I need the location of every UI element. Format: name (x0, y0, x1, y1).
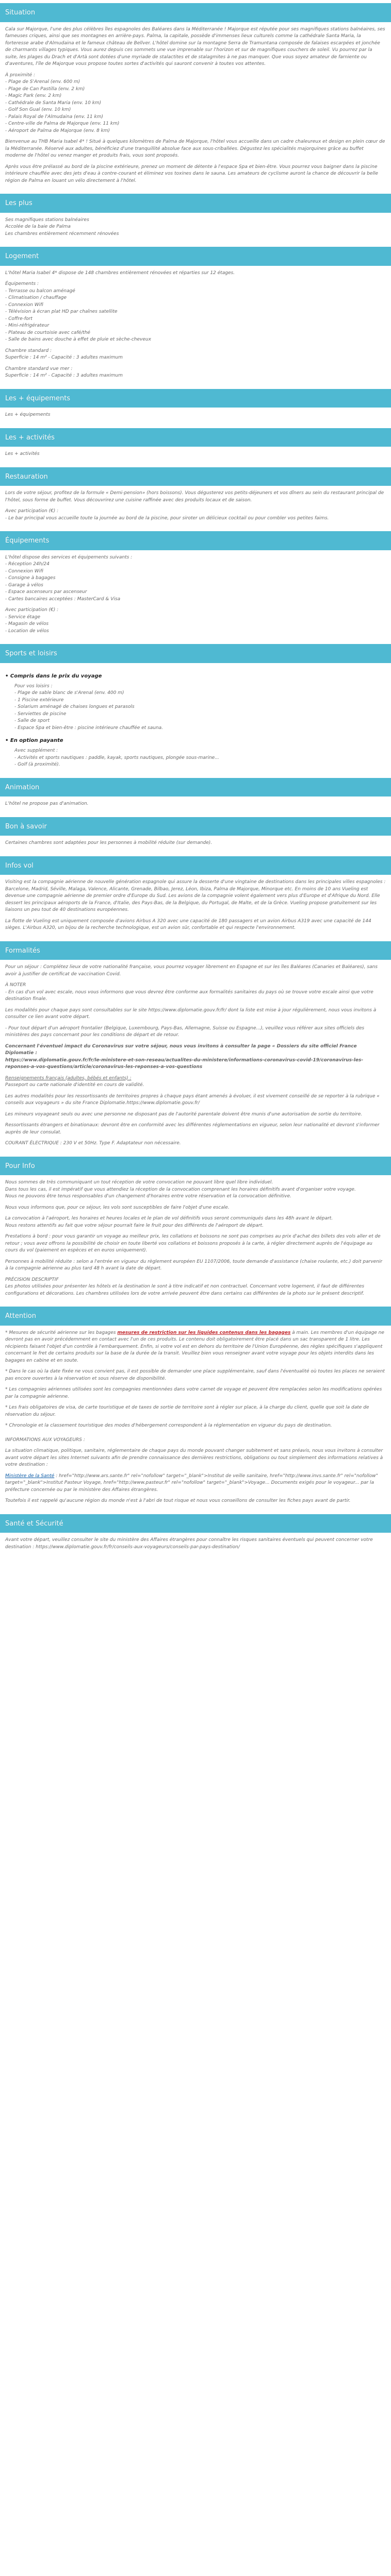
list-item: - Espace Spa et bien-être : piscine intérieure chauffée et sauna. (14, 725, 164, 731)
paragraph: Avant votre départ, veuillez consulter le site du ministère des Affaires étrangères pour connaître les risques sanitaires éventuels qui peuvent concerner votre destination : https://www.diplomatie.gouv.fr/fr/conseils-aux-voyageurs/conseils-par-pays-destination/ (5, 1537, 373, 1550)
paragraph: COURANT ÉLECTRIQUE : 230 V et 50Hz. Type F. Adaptateur non nécessaire. (5, 1141, 181, 1146)
label: Pour vos loisirs : (14, 683, 53, 689)
label: Chambre standard : (5, 348, 52, 353)
paragraph: * Chronologie et la classement touristique des modes d'hébergement correspondent à la réglementation en vigueur du pays de destination. (5, 1423, 332, 1428)
paragraph: Toutefois il est rappelé qu'aucune région du monde n'est à l'abri de tout risque et nous vous conseillons de consulter les fiches pays avant de partir. (5, 1498, 351, 1503)
label: Avec participation (€) : (5, 509, 59, 514)
paragraph: Nous sommes de très communiquant un tout réception de votre convocation ne pouvant libre quel libre individuel. (5, 1180, 273, 1185)
list-item: - Plage de S'Arenal (env. 600 m) (5, 79, 80, 84)
paragraph: Passeport ou carte nationale d'identité en cours de validité. (5, 1082, 144, 1088)
activites-plus-section (0, 428, 391, 464)
section-header: Attention (0, 1307, 391, 1326)
paragraph: Les + équipements (5, 412, 51, 417)
list-item: - Espace ascenseurs par ascenseur (5, 589, 87, 595)
paragraph: L'hôtel dispose des services et équipements suivants : (5, 554, 133, 560)
list-item: - Golf Son Gual (env. 10 km) (5, 107, 71, 112)
paragraph: Personnes à mobilité réduite : selon a l'entrée en vigueur du règlement européen EU 1107/2006, toute demande d'assistance (chaise roulante, etc.) doit parvenir à la compagnie aérienne au plus tard 48 h avant la date de départ. (5, 1259, 383, 1271)
paragraph: Lors de votre séjour, profitez de la formule « Demi-pension» (hors boissons). Vous dégusterez vos petits-déjeuners et vos dîners au sein du restaurant principal de l'hôtel, sous forme de buffet. Vous découvrirez une cuisine raffinée avec des produits locaux et de saison. (5, 490, 384, 503)
paragraph: - Pour tout départ d'un aéroport frontalier (Belgique, Luxembourg, Pays-Bas, Allemagne, Suisse ou Espagne...), veuillez vous référer aux sites officiels des ministères des pays concernant pour les conditions de départ et de retour. (5, 1025, 365, 1038)
list-item: - Magasin de vélos (5, 621, 49, 626)
list-item: - Salle de sport (14, 718, 50, 723)
paragraph: Bienvenue au THB Maria Isabel 4* ! Situé à quelques kilomètres de Palma de Majorque, l'hôtel vous accueille dans un cadre chaleureux et design en plein cœur de la Méditerranée. Réservé aux adultes, bénéficiez d'une tranquillité absolue face aux sous-criballées. Dégustez les spécialités majorquines grâce au buffet moderne de l'hôtel ou venez manger et produits frais, vous sont proposés. (5, 139, 385, 158)
list-item: - Golf (à proximité). (14, 762, 60, 767)
section-header: Santé et Sécurité (0, 1514, 391, 1533)
sante-section (0, 1514, 391, 1557)
list-item: - Réception 24h/24 (5, 562, 50, 567)
paragraph: - Le bar principal vous accueille toute la journée au bord de la piscine, pour siroter un délicieux cocktail ou pour combler vos petites faims. (5, 515, 329, 521)
paragraph: Ses magnifiques stations balnéaires (5, 217, 89, 223)
paragraph: Les mineurs voyageant seuls ou avec une personne ne disposant pas de l'autorité parentale doivent être munis d'une autorisation de sortie du territoire. (5, 1111, 363, 1117)
label: Équipements : (5, 281, 39, 286)
infos-vol-section (0, 856, 391, 938)
paragraph: Superficie : 14 m² - Capacité : 3 adultes maximum (5, 373, 123, 378)
paragraph: Pour un séjour : Complétez lieux de votre nationalité française, vous pourrez voyager librement en Espagne et sur les îles Baléares (Canaries et Baléares), sans avoir à justifier de certificat de vaccination Covid. (5, 964, 378, 977)
animation-section (0, 778, 391, 814)
paragraph: La convocation à l'aéroport, les horaires et heures locales et le plan de vol définitifs vous seront communiqués dans les 48h avant le départ. (5, 1216, 333, 1221)
label: Chambre standard vue mer : (5, 366, 73, 371)
paragraph: Accolée de la baie de Palma (5, 224, 71, 229)
list-item: - Aéroport de Palma de Majorque (env. 8 km) (5, 128, 110, 133)
restriction-link[interactable]: mesures de restriction sur les liquides contenus dans les bagages (117, 1330, 291, 1335)
list-item: - Terrasse ou balcon aménagé (5, 288, 75, 294)
list-item: - Cathédrale de Santa Maria (env. 10 km) (5, 100, 102, 106)
paragraph: Nous vous informons que, pour ce séjour, les vols sont susceptibles de faire l'objet d'une escale. (5, 1205, 230, 1210)
list-item: - Climatisation / chauffage (5, 295, 67, 300)
paragraph: Ministère de la Santé : href="http://www.ars.sante.fr" rel="nofollow" target="_blank">Institut de veille sanitaire, href="http://www.invs.sante.fr" rel="nofollow" target="_blank">Institut Pasteur Voyage, href="http://www.pasteur.fr" rel="nofollow" target="_blank">Voyage... Documents exigés pour le voyageur... par la préfecture concernée ou par le ministère des Affaires étrangères. (5, 1473, 378, 1493)
section-header: Sports et loisirs (0, 644, 391, 663)
equipements-section (0, 531, 391, 641)
paragraph: Les + activités (5, 451, 40, 456)
paragraph: La flotte de Vueling est uniquement composée d'avions Airbus A 320 avec une capacité de 180 passagers et un avion Airbus A319 avec une capacité de 144 sièges. L'Airbus A320, un bijou de la recherche technologique, est un avion sûr, confortable et qui respecte l'environnement. (5, 918, 371, 930)
list-item: - Connexion Wifi (5, 302, 43, 308)
paragraph: Dans tous les cas, il est impératif que vous attendiez la réception de la convocation comprenant les horaires définitifs avant d'organiser votre voyage. (5, 1187, 356, 1192)
paragraph: Cala sur Majorque, l'une des plus célèbres îles espagnoles des Baléares dans la Méditerranée ! Majorque est réputée pour ses magnifiques stations balnéaires, ses fameuses criques, ainsi que ses montagnes en arrière-pays. Palma, la capitale, possède d'immenses lieux culturels comme la cathédrale Santa Maria, la forteresse arabe d'Almudaina et le fameux château de Bellver. L'hôtel domine sur la montagne Serra de Tramuntana composée de falaises escarpées et jonchée de charmants villages typiques. Vous aurez depuis ces sommets une vue imprenable sur l'horizon et sur de magnifiques couchers de soleil. Vu pourrez par la suite, les plages du Drach et d'Artà sont dotées d'une myriade de stalactites et de stalagmites à ne pas manquer. Que vous soyez amateur de farniente ou d'aventures, l'île de Majorque vous propose toutes sortes d'activités qui sauront convenir à toutes vos attentes. (5, 26, 385, 66)
section-header: Les + équipements (0, 389, 391, 408)
restauration-section (0, 467, 391, 529)
section-header: Les plus (0, 194, 391, 213)
equipements-plus-section (0, 389, 391, 425)
plus-section (0, 194, 391, 244)
list-item: - Télévision à écran plat HD par chaînes satellite (5, 309, 118, 314)
paragraph: Nous ne pouvons être tenus responsables d'un changement d'horaires entre votre réservation et la convocation définitive. (5, 1194, 291, 1199)
paragraph: L'hôtel Maria Isabel 4* dispose de 148 chambres entièrement rénovées et réparties sur 12 étages. (5, 270, 235, 276)
label: Avec supplément : (14, 748, 58, 753)
paragraph: L'hôtel ne propose pas d'animation. (5, 801, 89, 806)
paragraph: Ressortissants étrangers et binationaux: devront être en conformité avec les différentes réglementations en vigueur, selon leur nationalité et devront s'informer auprès de leur consulat. (5, 1123, 380, 1135)
list-item: - Mini-réfrigérateur (5, 323, 50, 328)
paragraph: Les autres modalités pour les ressortissants de territoires propres à chaque pays étant amenés à évoluer, il est vivement conseillé de se reporter à la rubrique « conseils aux voyageurs » du site France Diplomatie.https://www.diplomatie.gouv.fr/ (5, 1093, 380, 1106)
paragraph: * Mesures de sécurité aérienne sur les bagages mesures de restriction sur les liquides contenus dans les bagages à main. Les membres d'un équipage ne devront pas en avoir précédemment en contact avec l'un de ces produits. Le contenu doit obligatoirement être placé dans un sac transparent de 1 litre. Les récipients faisant l'objet d'un contrôle à l'embarquement. Enfin, si votre vol est en dehors du territoire de l'Union Européenne, des règles spécifiques s'appliquent concernant le fret de certains produits sur la base de la durée de la transit. Veuillez bien vous renseigner avant votre voyage pour les objets interdits dans les bagages en cabine et en soute. (5, 1330, 384, 1363)
list-item: - Plateau de courtoisie avec café/thé (5, 330, 90, 335)
label: À proximité : (5, 72, 35, 78)
label: PRÉCISION DESCRIPTIF (5, 1277, 59, 1282)
list-item: - Consigne à bagages (5, 575, 56, 581)
pour-info-section (0, 1157, 391, 1304)
sante-link[interactable]: Ministère de la Santé (5, 1473, 55, 1479)
paragraph: Concernant l'éventuel impact du Coronavirus sur votre séjour, nous vous invitons à consulter la page « Dossiers du site officiel France Diplomatie : (5, 1043, 357, 1056)
paragraph: Après vous être prélassé au bord de la piscine extérieure, prenez un moment de détente à l'espace Spa et bien-être. Vous pourrez vous baigner dans la piscine intérieure chauffée avec des jets d'eau à contre-courant et éliminez vos toxines dans le sauna. Les amateurs de cyclisme auront la chance de découvrir la belle région de Palma en louant un vélo directement à l'hôtel. (5, 164, 378, 183)
subheading: • Compris dans le prix du voyage (5, 673, 102, 679)
list-item: - Serviettes de piscine (14, 711, 67, 717)
list-item: - Coffre-fort (5, 316, 32, 321)
paragraph: Superficie : 14 m² - Capacité : 3 adultes maximum (5, 355, 123, 360)
list-item: - Cartes bancaires acceptées : MasterCard & Visa (5, 596, 121, 602)
paragraph: * Les frais obligatoires de visa, de carte touristique et de taxes de sortie de territoire sont à régler sur place, à la charge du client, quelle que soit la date de réservation du séjour. (5, 1405, 369, 1417)
paragraph: Les modalités pour chaque pays sont consultables sur le site https://www.diplomatie.gouv.fr/fr/ dont la liste est mise à jour régulièrement, nous vous invitons à consulter ce lien avant votre départ. (5, 1007, 377, 1020)
bon-section (0, 817, 391, 853)
subheading: • En option payante (5, 738, 63, 743)
paragraph: La situation climatique, politique, sanitaire, réglementaire de chaque pays du monde pouvant changer subitement et sans préavis, nous vous invitons à consulter avant votre départ les sites Internet suivants afin de prendre connaissance des dernières restrictions, obligations ou tout simplement des informations relatives à votre destination : (5, 1448, 383, 1467)
paragraph: Renseignements français (adultes, bébés et enfants) : (5, 1075, 132, 1081)
list-item: - Connexion Wifi (5, 568, 43, 574)
list-item: - Salle de bains avec douche à effet de pluie et sèche-cheveux (5, 337, 151, 342)
section-header: Formalités (0, 941, 391, 960)
list-item: - Solarium aménagé de chaises longues et parasols (14, 704, 135, 709)
list-item: - Activités et sports nautiques : paddle, kayak, sports nautiques, plongée sous-marine... (14, 755, 219, 760)
section-header: Infos vol (0, 856, 391, 875)
list-item: - Plage de sable blanc de s'Arenal (env. 400 m) (14, 690, 124, 696)
section-header: Animation (0, 778, 391, 797)
label: À NOTER (5, 982, 26, 988)
paragraph: Nous restons attentifs au fait que votre séjour pourrait faire le fruit pour des différents de l'aéroport de départ. (5, 1223, 264, 1228)
section-header: Situation (0, 3, 391, 22)
section-header: Pour Info (0, 1157, 391, 1176)
paragraph: - En cas d'un vol avec escale, nous vous informons que vous devrez être conforme aux formalités sanitaires du pays où se trouve votre escale ainsi que votre destination finale. (5, 989, 373, 1002)
section-header: Bon à savoir (0, 817, 391, 836)
sports-section (0, 644, 391, 775)
list-item: - Plage de Can Pastilla (env. 2 km) (5, 86, 85, 92)
list-item: - 1 Piscine extérieure (14, 697, 64, 703)
paragraph: Certaines chambres sont adaptées pour les personnes à mobilité réduite (sur demande). (5, 840, 213, 845)
section-header: Logement (0, 247, 391, 266)
list-item: - Magic Park (env. 2 km) (5, 93, 62, 98)
label: Avec participation (€) : (5, 607, 59, 613)
label: INFORMATIONS AUX VOYAGEURS : (5, 1437, 85, 1443)
list-item: - Location de vélos (5, 628, 49, 634)
paragraph: * Dans le cas où la date fixée ne vous convient pas, il est possible de demander une place supplémentaire, sauf dans l'éventualité où toutes les places ne seraient pas encore ouvertes à la réservation et sous réserve de disponibilité. (5, 1369, 385, 1381)
attention-section (0, 1307, 391, 1511)
paragraph: * Les compagnies aériennes utilisées sont les compagnies mentionnées dans votre carnet de voyage et peuvent être remplacées selon les modifications opérées par la compagnie aérienne. (5, 1387, 382, 1399)
section-header: Restauration (0, 467, 391, 486)
logement-section (0, 247, 391, 386)
paragraph: Les chambres entièrement récemment rénovées (5, 231, 119, 236)
list-item: - Palais Royal de l'Almudaina (env. 11 km) (5, 114, 103, 120)
paragraph: Prestations à bord : pour vous garantir un voyage au meilleur prix, les collations et boissons ne sont pas comprises au prix d'achat des billets des vols aller et de retour ; vous avez offrons la possibilité de choisir en toute liberté vos collations et boissons proposés à la carte, à régler directement auprès de l'équipage au cours du vol (paiement en espèces et en euros uniquement). (5, 1234, 381, 1253)
list-item: - Centre-ville de Palma de Majorque (env. 11 km) (5, 121, 120, 126)
formalites-section (0, 941, 391, 1154)
section-header: Équipements (0, 531, 391, 550)
situation-section (0, 3, 391, 191)
paragraph: https://www.diplomatie.gouv.fr/fr/le-ministere-et-son-reseau/actualites-du-ministere/informations-coronavirus-covid-19/coronavirus-les-reponses-a-vos-questions/article/coronavirus-les-reponses-a-vos-questions (5, 1057, 364, 1070)
section-header: Les + activités (0, 428, 391, 447)
list-item: - Service étage (5, 614, 41, 620)
list-item: - Garage à vélos (5, 582, 43, 588)
paragraph: Les photos utilisées pour présenter les hôtels et la destination le sont à titre indicatif et non contractuel. Concernant votre logement, il faut de différentes configurations et décorations. Les chambres utilisées lors de votre arrivée peuvent être dans certains cas différentes de la photo sur le présent descriptif. (5, 1284, 365, 1296)
paragraph: Visiting est la compagnie aérienne de nouvelle génération espagnole qui assure la desserte d'une vingtaine de destinations dans les principales villes espagnoles : Barcelone, Madrid, Séville, Malaga, Valence, Alicante, Grenade, Bilbao, Jerez, Léon, Ibiza, Palma de Majorque, Minorque etc. En moins de 10 ans Vueling est devenue une compagnie aérienne de premier ordre d'Europe du Sud. Les avions de la compagnie volent également vers plus d'Europe et d'Afrique du Nord. Elle dessert les principaux aéroports de la France, d'Italie, des Pays-Bas, de la Belgique, du Portugal, de Malte, et de la Grèce. Vueling propose gratuitement sur les liaisons un peu tout de 40 destinations européennes. (5, 879, 386, 912)
